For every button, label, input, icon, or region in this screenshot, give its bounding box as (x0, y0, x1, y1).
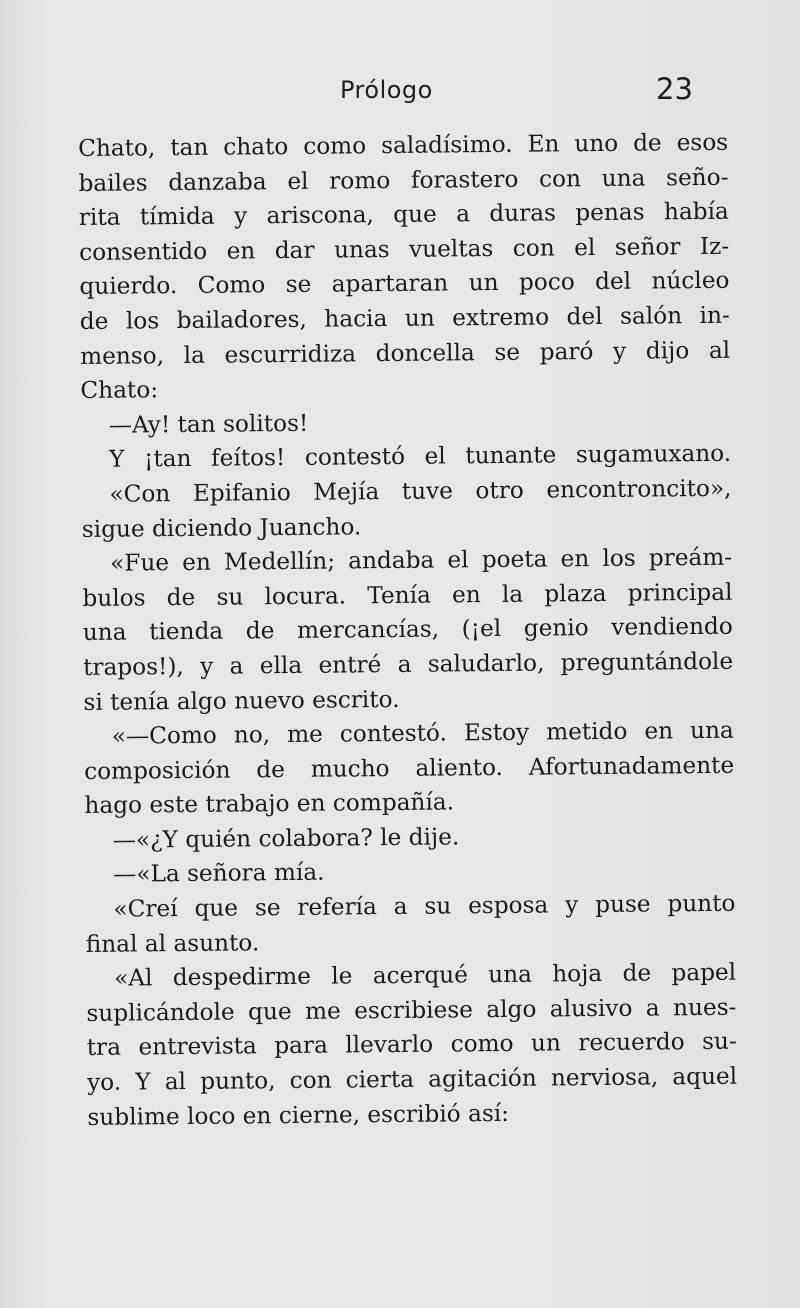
page-number: 23 (656, 72, 693, 106)
chapter-title: Prólogo (340, 76, 433, 104)
text-line: consentido en dar unas vueltas con el señor Iz- (79, 232, 730, 266)
text-line: hago este trabajo en compañía. (84, 788, 455, 820)
text-line: final al asunto. (85, 928, 260, 958)
text-line: sigue diciendo Juancho. (81, 512, 362, 543)
text-line: bulos de su locura. Tenía en la plaza principal (82, 578, 733, 612)
text-line: menso, la escurridiza doncella se paró y dijo al (80, 336, 731, 370)
text-line: Chato: (80, 376, 159, 405)
text-line: yo. Y al punto, con cierta agitación nerviosa, aquel (86, 1062, 738, 1096)
text-line: composición de mucho aliento. Afortunadamente (84, 751, 735, 785)
text-line: —«La señora mía. (113, 859, 325, 889)
text-line: «Al despedirme le acerqué una hoja de papel (113, 958, 737, 992)
text-line: de los bailadores, hacia un extremo del salón in- (79, 301, 730, 335)
running-head (0, 72, 800, 112)
text-line: «Fue en Medellín; andaba el poeta en los preám- (110, 543, 733, 577)
text-line: «—Como no, me contestó. Estoy metido en una (111, 716, 734, 750)
text-line: Chato, tan chato como saladísimo. En uno de esos (78, 128, 729, 162)
text-line: —Ay! tan solitos! (108, 409, 309, 439)
text-line: rita tímida y ariscona, que a duras penas había (78, 197, 729, 232)
text-line: «Con Epifanio Mejía tuve otro encontroncito», (109, 474, 732, 508)
text-line: quierdo. Como se apartaran un poco del núcleo (79, 267, 730, 301)
text-line: —«¿Y quién colabora? le dije. (112, 823, 460, 854)
body-text (78, 126, 738, 1135)
text-line: tra entrevista para llevarlo como un recuerdo su- (86, 1028, 737, 1062)
text-line: sublime loco en cierne, escribió así: (87, 1099, 510, 1131)
text-line: Y ¡tan feítos! contestó el tunante sugamuxano. (109, 440, 732, 474)
text-line: trapos!), y a ella entré a saludarlo, preguntándole (83, 647, 734, 681)
text-line: suplicándole que me escribiese algo alusivo a nues- (86, 993, 737, 1027)
text-line: «Creí que se refería a su esposa y puse punto (113, 889, 736, 923)
text-line: bailes danzaba el romo forastero con una seño- (78, 163, 729, 197)
text-line: si tenía algo nuevo escrito. (83, 685, 400, 716)
text-line: una tienda de mercancías, (¡el genio vendiendo (82, 613, 733, 647)
